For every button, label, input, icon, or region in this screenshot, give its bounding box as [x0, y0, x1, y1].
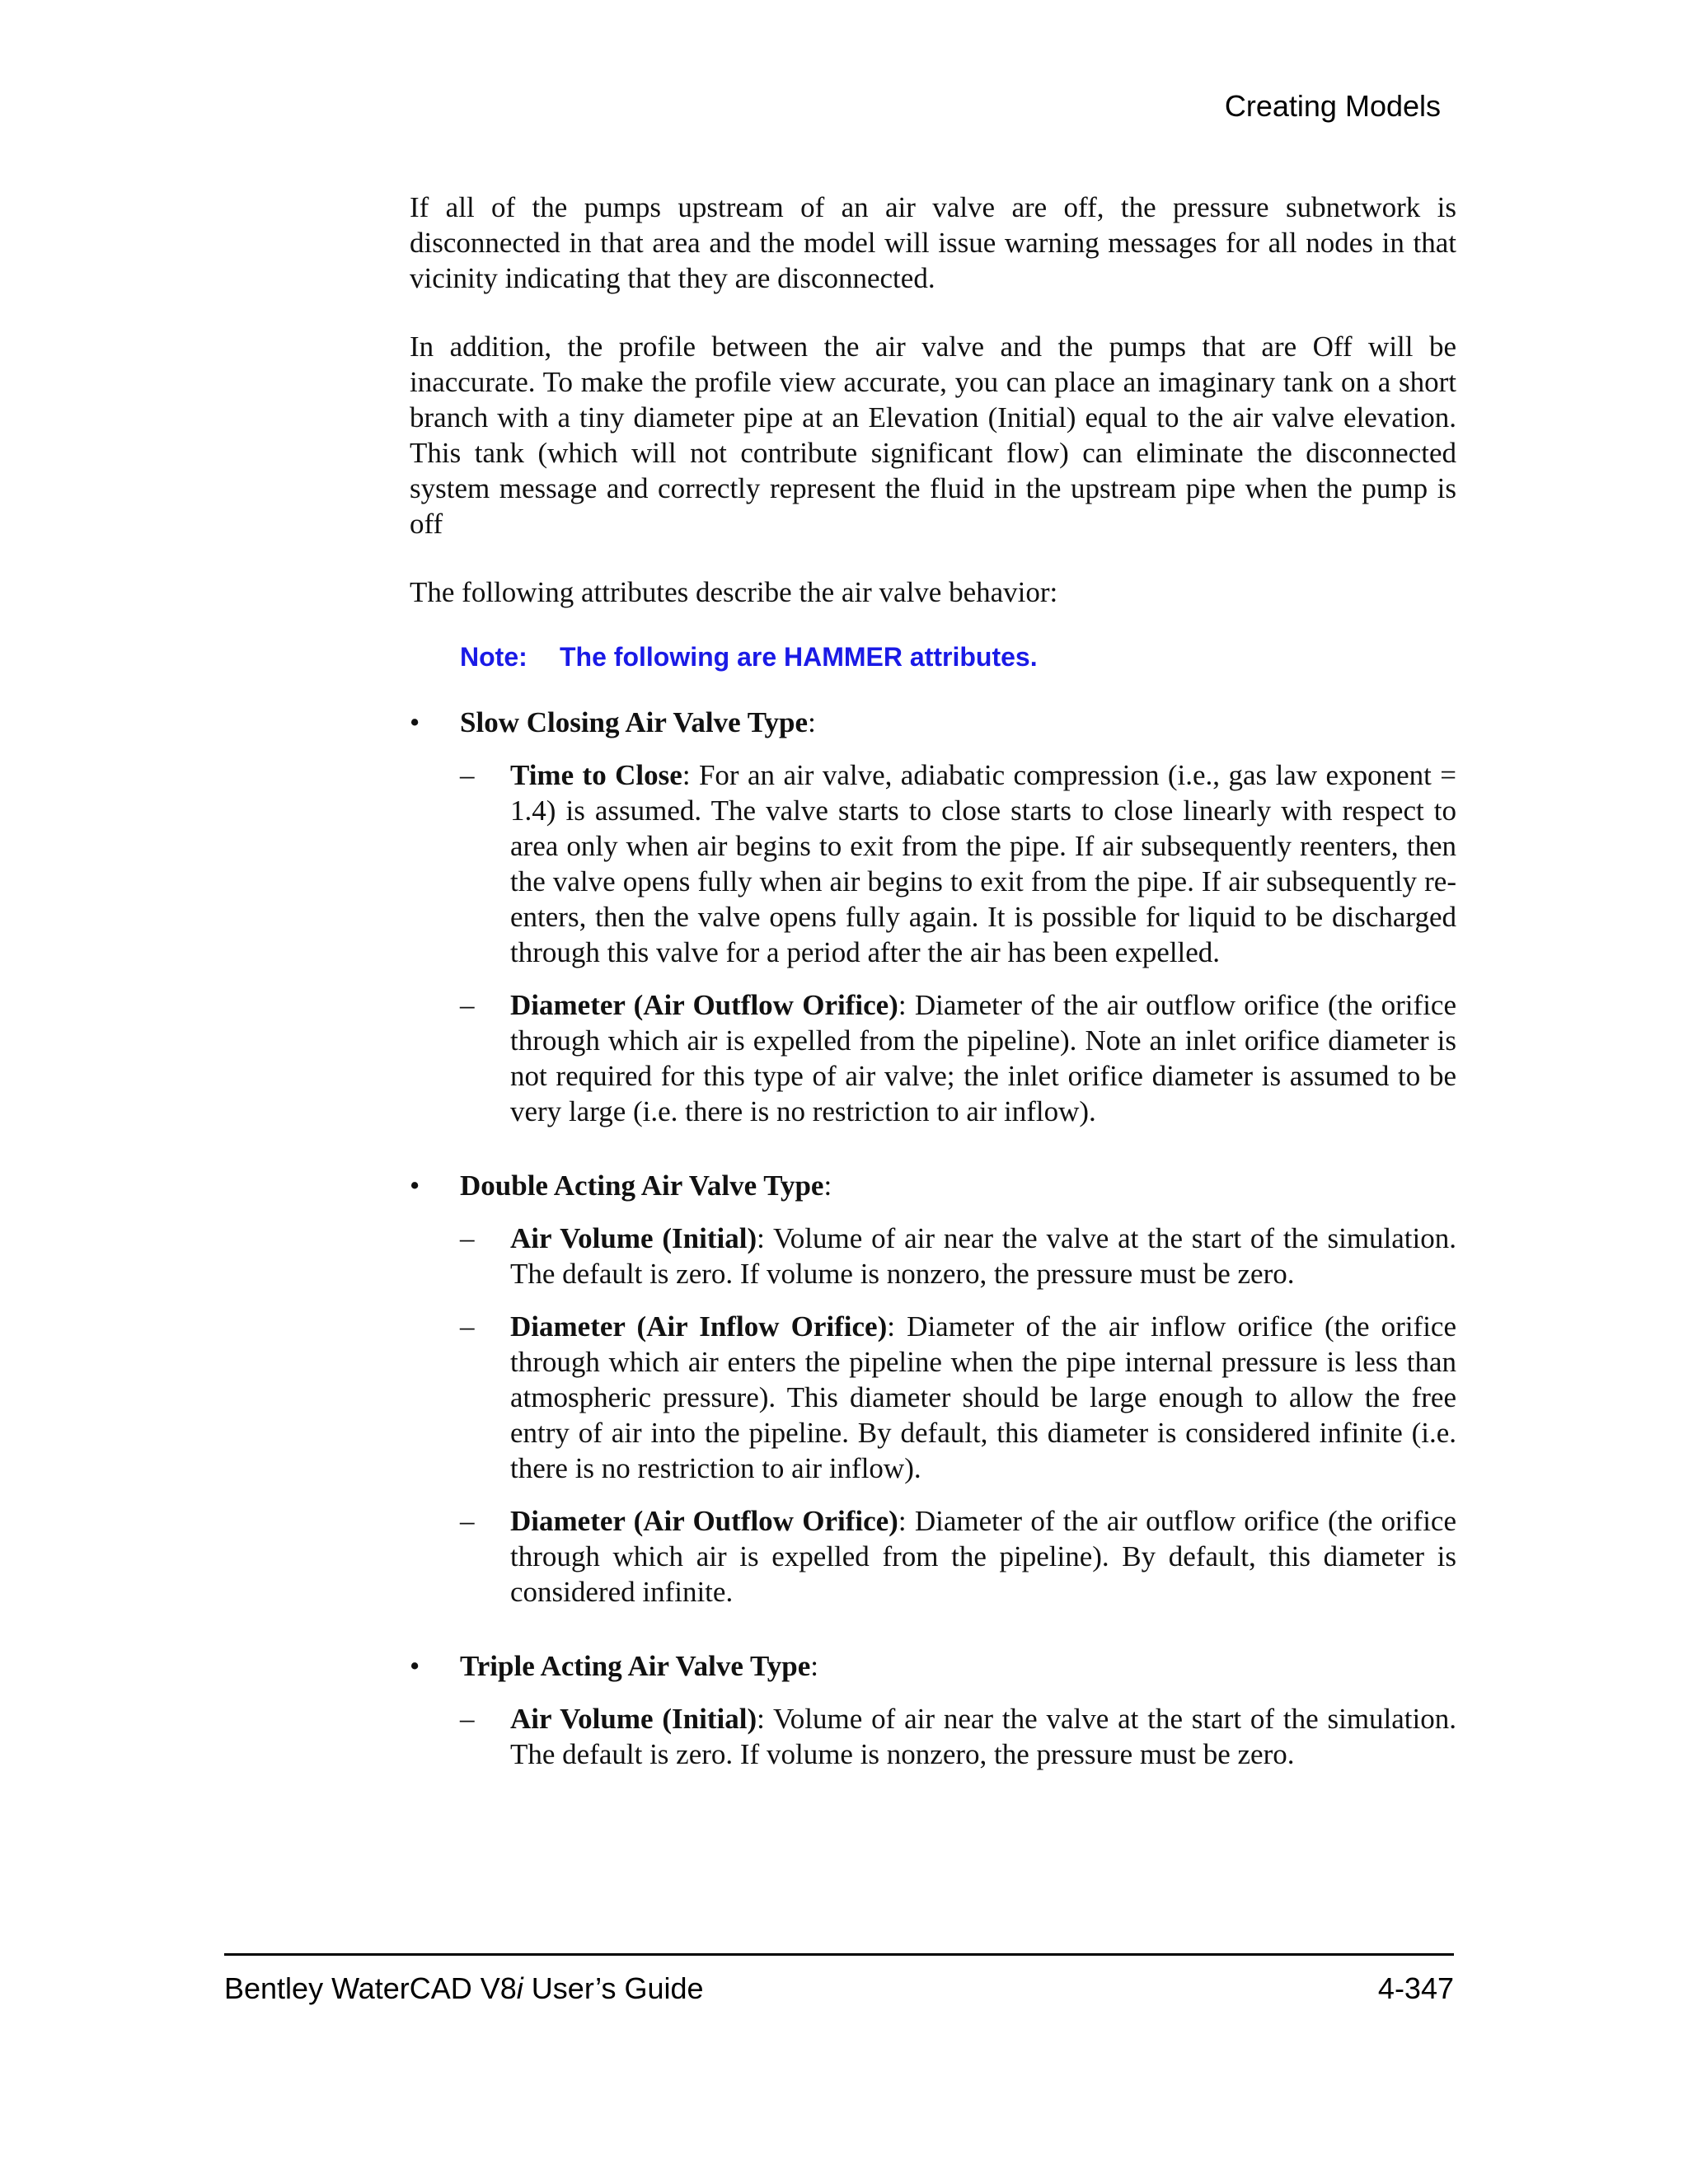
dash-mark: – — [460, 989, 475, 1021]
list-item — [410, 1309, 1456, 1486]
attribute-term: Time to Close — [510, 759, 682, 791]
attribute-description: : Diameter of the air outflow orifice (the orifice through which air is expelled from the pipeline). By default, this diameter is considered infinite. — [510, 1505, 1456, 1608]
attribute-term: Air Volume (Initial) — [510, 1703, 757, 1735]
attribute-description: : Diameter of the air outflow orifice (the orifice through which air is expelled from the pipeline). Note an inlet orifice diameter is not required for this type of air valve; the inlet orifice diameter is assumed to be very large (i.e. there is no restriction to air inflow). — [510, 989, 1456, 1127]
note-text: The following are HAMMER attributes. — [560, 642, 1038, 672]
dash-mark: – — [460, 1505, 475, 1537]
footer-title-italic: i — [516, 1971, 523, 2005]
bullet-title: Slow Closing Air Valve Type — [460, 706, 809, 738]
footer-book-title — [224, 1971, 704, 2006]
footer-rule — [224, 1953, 1454, 1956]
list-item — [410, 757, 1456, 970]
bullet-slow-closing — [410, 705, 1456, 740]
bullet-mark: • — [410, 706, 420, 738]
dash-mark: – — [460, 759, 475, 791]
running-header: Creating Models — [1224, 89, 1441, 123]
bullet-triple-acting — [410, 1648, 1456, 1684]
list-item — [410, 1221, 1456, 1291]
bullet-double-acting — [410, 1168, 1456, 1203]
dash-mark: – — [460, 1222, 475, 1254]
attribute-term: Diameter (Air Inflow Orifice) — [510, 1310, 888, 1343]
bullet-colon: : — [810, 1650, 818, 1682]
attribute-description: : For an air valve, adiabatic compression (i.e., gas law exponent = 1.4) is assumed. The valve starts to close starts to close linearly with respect to area only when air begins to exit from the pipe. If air subsequently reenters, then the valve opens fully when air begins to exit from the pipe. If air subsequently re-enters, then the valve opens fully again. It is possible for liquid to be discharged through this valve for a period after the air has been expelled. — [510, 759, 1457, 968]
bullet-title: Triple Acting Air Valve Type — [460, 1650, 811, 1682]
bullet-mark: • — [410, 1650, 420, 1682]
attribute-term: Diameter (Air Outflow Orifice) — [510, 1505, 898, 1537]
note-label: Note: — [460, 642, 528, 672]
attribute-term: Diameter (Air Outflow Orifice) — [510, 989, 898, 1021]
page-body — [410, 190, 1456, 1789]
note-callout — [460, 640, 1456, 673]
paragraph-disconnected-warning: If all of the pumps upstream of an air valve are off, the pressure subnetwork is disconnected in that area and the model will issue warning messages for all nodes in that vicinity indicating that they are disconnected. — [410, 191, 1456, 294]
attribute-term: Air Volume (Initial) — [510, 1222, 757, 1254]
bullet-title: Double Acting Air Valve Type — [460, 1169, 824, 1202]
dash-mark: – — [460, 1310, 475, 1343]
bullet-colon: : — [823, 1169, 832, 1202]
list-item — [410, 1701, 1456, 1772]
footer-title-prefix: Bentley WaterCAD V8 — [224, 1971, 517, 2005]
list-item — [410, 1503, 1456, 1610]
bullet-mark: • — [410, 1169, 420, 1202]
footer-page-number: 4-347 — [1377, 1971, 1454, 2005]
attribute-description: : Volume of air near the valve at the start of the simulation. The default is zero. If volume is nonzero, the pressure must be zero. — [510, 1703, 1457, 1770]
spacer — [410, 1146, 1456, 1168]
attribute-description: : Volume of air near the valve at the start of the simulation. The default is zero. If volume is nonzero, the pressure must be zero. — [510, 1222, 1457, 1290]
list-item — [410, 987, 1456, 1129]
attribute-description: : Diameter of the air inflow orifice (the orifice through which air enters the pipeline when the pipe internal pressure is less than atmospheric pressure). This diameter should be large enough to allow the free entry of air into the pipeline. By default, this diameter is considered infinite (i.e. there is no restriction to air inflow). — [510, 1310, 1456, 1484]
dash-mark: – — [460, 1703, 475, 1735]
bullet-colon: : — [808, 706, 816, 738]
paragraph-attributes-intro: The following attributes describe the air valve behavior: — [410, 576, 1058, 608]
footer-title-suffix: User’s Guide — [523, 1971, 704, 2005]
paragraph-profile-accuracy: In addition, the profile between the air valve and the pumps that are Off will be inaccurate. To make the profile view accurate, you can place an imaginary tank on a short branch with a tiny diameter pipe at an Elevation (Initial) equal to the air valve elevation. This tank (which will not contribute significant flow) can eliminate the disconnected system message and correctly represent the fluid in the upstream pipe when the pump is off — [410, 330, 1456, 540]
spacer — [410, 1627, 1456, 1648]
